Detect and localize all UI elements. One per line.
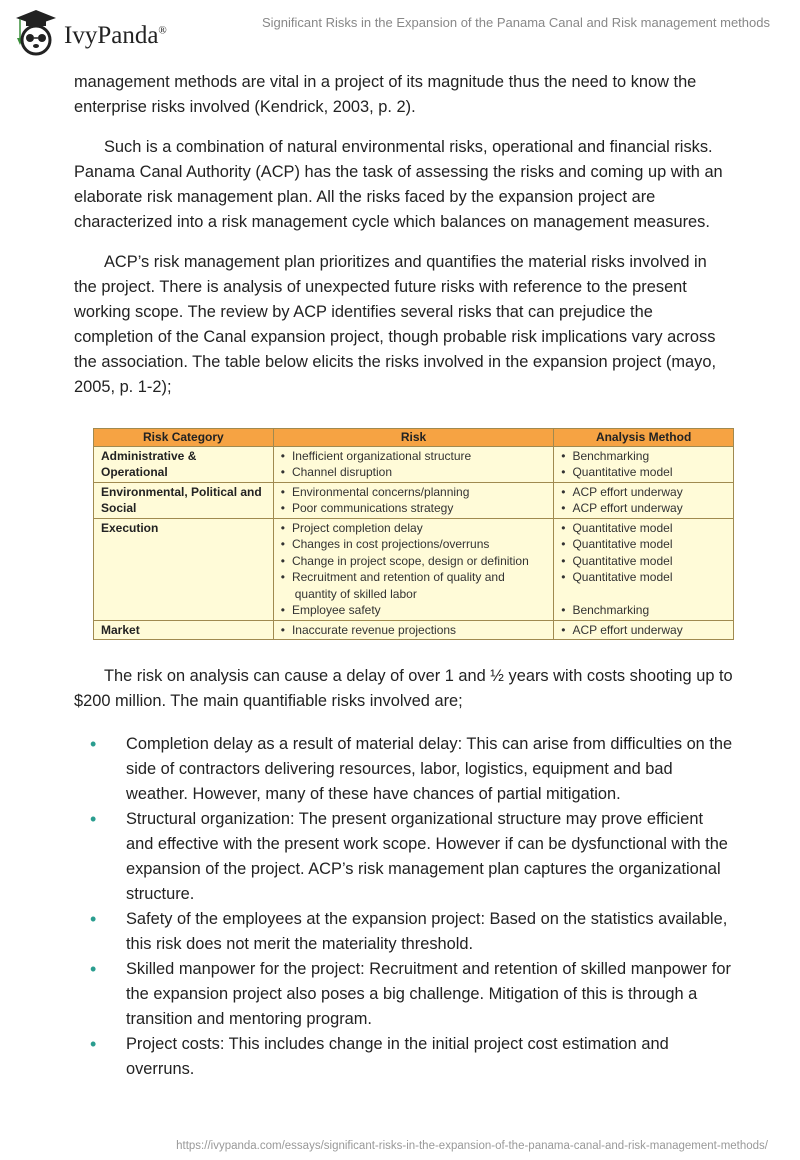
bullet-icon: • xyxy=(90,959,97,979)
risk-item: • Poor communications strategy xyxy=(281,500,546,517)
method-item: • ACP effort underway xyxy=(561,622,726,639)
risk-table xyxy=(93,428,734,640)
document-title: Significant Risks in the Expansion of the Panama Canal and Risk management methods xyxy=(261,15,770,30)
list-item-text: Structural organization: The present organizational structure may prove efficient and effective with the present work scope. However if can be dysfunctional with the expansion of the project. ACP’s risk management plan captures the organizational structure. xyxy=(126,810,728,903)
list-item-text: Completion delay as a result of material delay: This can arise from difficulties on the side of contractors delivering resources, labor, logistics, equipment and bad weather. However, many of these have chances of partial mitigation. xyxy=(126,735,733,803)
method-item: • Quantitative model xyxy=(561,464,726,481)
logo-text: IvyPanda xyxy=(64,22,159,49)
essay-body xyxy=(74,70,734,415)
method-item: • Benchmarking xyxy=(561,602,726,619)
bullet-icon: • xyxy=(90,809,97,829)
source-url[interactable]: https://ivypanda.com/essays/significant-risks-in-the-expansion-of-the-panama-canal-and-risk-management-methods/ xyxy=(176,1140,768,1152)
list-item-text: Safety of the employees at the expansion project: Based on the statistics available, this risk does not merit the materiality threshold. xyxy=(126,910,728,953)
method-item: • Quantitative model xyxy=(561,569,726,586)
risk-item: • Recruitment and retention of quality and quantity of skilled labor xyxy=(281,569,546,602)
paragraph: The risk on analysis can cause a delay of over 1 and ½ years with costs shooting up to $200 million. The main quantifiable risks involved are; xyxy=(74,667,733,710)
list-item xyxy=(74,907,734,957)
method-item: • Quantitative model xyxy=(561,536,726,553)
panda-logo-icon xyxy=(14,8,58,56)
risk-category: Market xyxy=(94,620,274,640)
risk-bullet-list xyxy=(74,732,734,1082)
risk-item: • Channel disruption xyxy=(281,464,546,481)
risk-item: • Changes in cost projections/overruns xyxy=(281,536,546,553)
column-header: Analysis Method xyxy=(554,429,734,447)
header xyxy=(0,0,800,60)
bullet-icon: • xyxy=(90,909,97,929)
list-item-text: Project costs: This includes change in the initial project cost estimation and overruns. xyxy=(126,1035,669,1078)
risk-category: Environmental, Political and Social xyxy=(94,482,274,518)
table-row xyxy=(94,620,734,640)
method-item: • Quantitative model xyxy=(561,553,726,570)
method-item: • Quantitative model xyxy=(561,520,726,537)
paragraph: management methods are vital in a project of its magnitude thus the need to know the enterprise risks involved (Kendrick, 2003, p. 2). xyxy=(74,73,697,116)
bullet-icon: • xyxy=(90,1034,97,1054)
risk-item: • Inaccurate revenue projections xyxy=(281,622,546,639)
risk-category: Execution xyxy=(94,518,274,620)
logo[interactable] xyxy=(14,8,167,56)
registered-mark: ® xyxy=(158,24,167,37)
risk-item: • Environmental concerns/planning xyxy=(281,484,546,501)
list-item xyxy=(74,732,734,807)
table-row xyxy=(94,482,734,518)
method-item: • ACP effort underway xyxy=(561,500,726,517)
risk-item: • Project completion delay xyxy=(281,520,546,537)
risk-category: Administrative & Operational xyxy=(94,446,274,482)
paragraph: ACP’s risk management plan prioritizes and quantifies the material risks involved in the project. There is analysis of unexpected future risks with reference to the present working scope. The review by ACP identifies several risks that can prejudice the completion of the Canal expansion project, though probable risk implications vary across the association. The table below elicits the risks involved in the expansion project (mayo, 2005, p. 1-2); xyxy=(74,253,717,396)
list-item xyxy=(74,957,734,1032)
risk-item: • Inefficient organizational structure xyxy=(281,448,546,465)
method-item: • Benchmarking xyxy=(561,448,726,465)
table-row xyxy=(94,518,734,620)
list-item-text: Skilled manpower for the project: Recruitment and retention of skilled manpower for the expansion project also poses a big challenge. Mitigation of this is through a transition and mentoring program. xyxy=(126,960,731,1028)
bullet-icon: • xyxy=(90,734,97,754)
method-item: • ACP effort underway xyxy=(561,484,726,501)
table-row xyxy=(94,446,734,482)
risk-item: • Change in project scope, design or definition xyxy=(281,553,546,570)
paragraph: Such is a combination of natural environmental risks, operational and financial risks. Panama Canal Authority (ACP) has the task of assessing the risks and coming up with an elaborate risk management plan. All the risks faced by the expansion project are characterized into a risk management cycle which balances on management measures. xyxy=(74,138,723,231)
list-item xyxy=(74,1032,734,1082)
list-item xyxy=(74,807,734,907)
column-header: Risk Category xyxy=(94,429,274,447)
risk-item: • Employee safety xyxy=(281,602,546,619)
column-header: Risk xyxy=(273,429,553,447)
